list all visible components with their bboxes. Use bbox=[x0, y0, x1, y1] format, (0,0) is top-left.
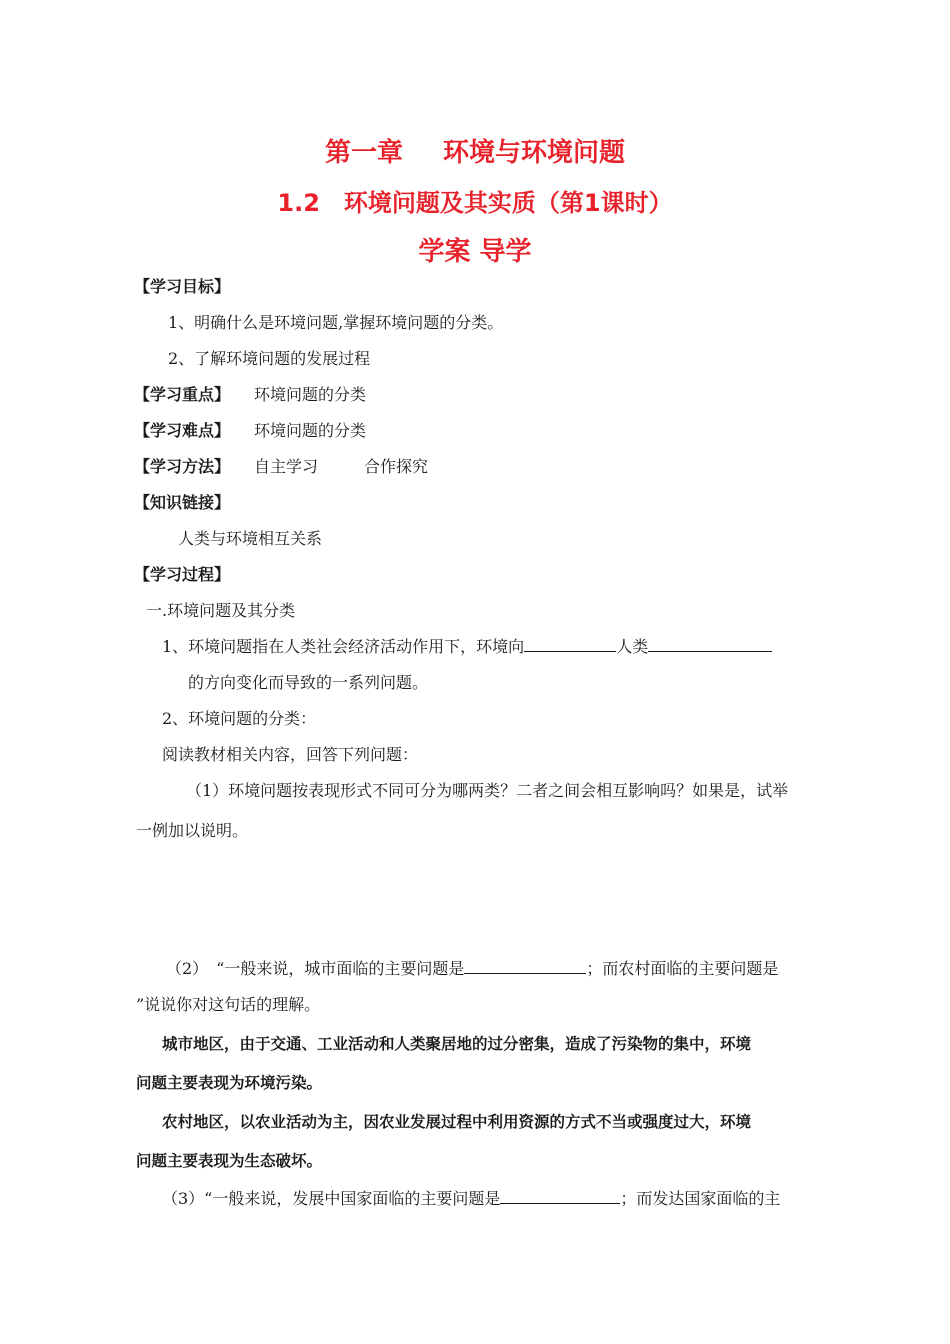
subquestion-1-line-1: （1）环境问题按表现形式不同可分为哪两类？二者之间会相互影响吗？如果是，试举 bbox=[186, 781, 789, 800]
subquestion-2 bbox=[166, 958, 778, 980]
answer-blank[interactable] bbox=[524, 636, 616, 652]
answer-city-line-1: 城市地区，由于交通、工业活动和人类聚居地的过分密集，造成了污染物的集中，环境 bbox=[162, 1035, 752, 1053]
chapter-title bbox=[0, 132, 950, 169]
subquestion-2-line-2: ”说说你对这句话的理解。 bbox=[136, 995, 321, 1014]
difficulty-row bbox=[134, 420, 366, 442]
difficulty-heading: 【学习难点】 bbox=[134, 421, 231, 440]
answer-blank[interactable] bbox=[648, 636, 772, 652]
subquestion-2-text-2: ；而农村面临的主要问题是 bbox=[586, 959, 779, 978]
objective-item-1: 1、明确什么是环境问题,掌握环境问题的分类。 bbox=[168, 313, 504, 332]
subquestion-3-text-2: ；而发达国家面临的主 bbox=[620, 1189, 781, 1208]
method-text-1: 自主学习 bbox=[254, 457, 319, 476]
method-row bbox=[134, 456, 428, 478]
focus-heading: 【学习重点】 bbox=[134, 385, 231, 404]
question-1-line-2: 的方向变化而导致的一系列问题。 bbox=[188, 673, 429, 692]
subquestion-3 bbox=[162, 1188, 780, 1210]
method-text-2: 合作探究 bbox=[364, 457, 429, 476]
subquestion-3-text: （3）“一般来说，发展中国家面临的主要问题是 bbox=[162, 1189, 501, 1208]
focus-row bbox=[134, 384, 366, 406]
section-title: 1.2 环境问题及其实质（第1课时） bbox=[277, 189, 673, 217]
section-1-heading: 一.环境问题及其分类 bbox=[146, 601, 296, 620]
answer-rural-line-1: 农村地区，以农业活动为主，因农业发展过程中利用资源的方式不当或强度过大，环境 bbox=[162, 1113, 752, 1131]
objectives-heading: 【学习目标】 bbox=[134, 277, 231, 296]
link-heading: 【知识链接】 bbox=[134, 493, 231, 512]
answer-blank[interactable] bbox=[464, 958, 586, 974]
question-1-text: 1、环境问题指在人类社会经济活动作用下，环境向 bbox=[162, 637, 525, 656]
method-heading: 【学习方法】 bbox=[134, 457, 231, 476]
answer-rural-line-2: 问题主要表现为生态破坏。 bbox=[136, 1152, 323, 1170]
question-2: 2、环境问题的分类： bbox=[162, 709, 317, 728]
subquestion-1-line-2: 一例加以说明。 bbox=[136, 821, 249, 840]
answer-city-line-2: 问题主要表现为环境污染。 bbox=[136, 1074, 323, 1092]
objective-item-2: 2、了解环境问题的发展过程 bbox=[168, 349, 371, 368]
chapter-name: 环境与环境问题 bbox=[443, 138, 626, 168]
chapter-number: 第一章 bbox=[324, 138, 403, 168]
question-1-text-2: 人类 bbox=[616, 637, 649, 656]
question-1 bbox=[162, 636, 772, 658]
difficulty-text: 环境问题的分类 bbox=[254, 421, 367, 440]
subtitle: 学案 导学 bbox=[418, 237, 532, 267]
subquestion-2-text: （2） “一般来说，城市面临的主要问题是 bbox=[166, 959, 465, 978]
link-text: 人类与环境相互关系 bbox=[178, 529, 323, 548]
answer-blank[interactable] bbox=[500, 1188, 620, 1204]
process-heading: 【学习过程】 bbox=[134, 565, 231, 584]
focus-text: 环境问题的分类 bbox=[254, 385, 367, 404]
reading-instruction: 阅读教材相关内容，回答下列问题： bbox=[162, 745, 419, 764]
